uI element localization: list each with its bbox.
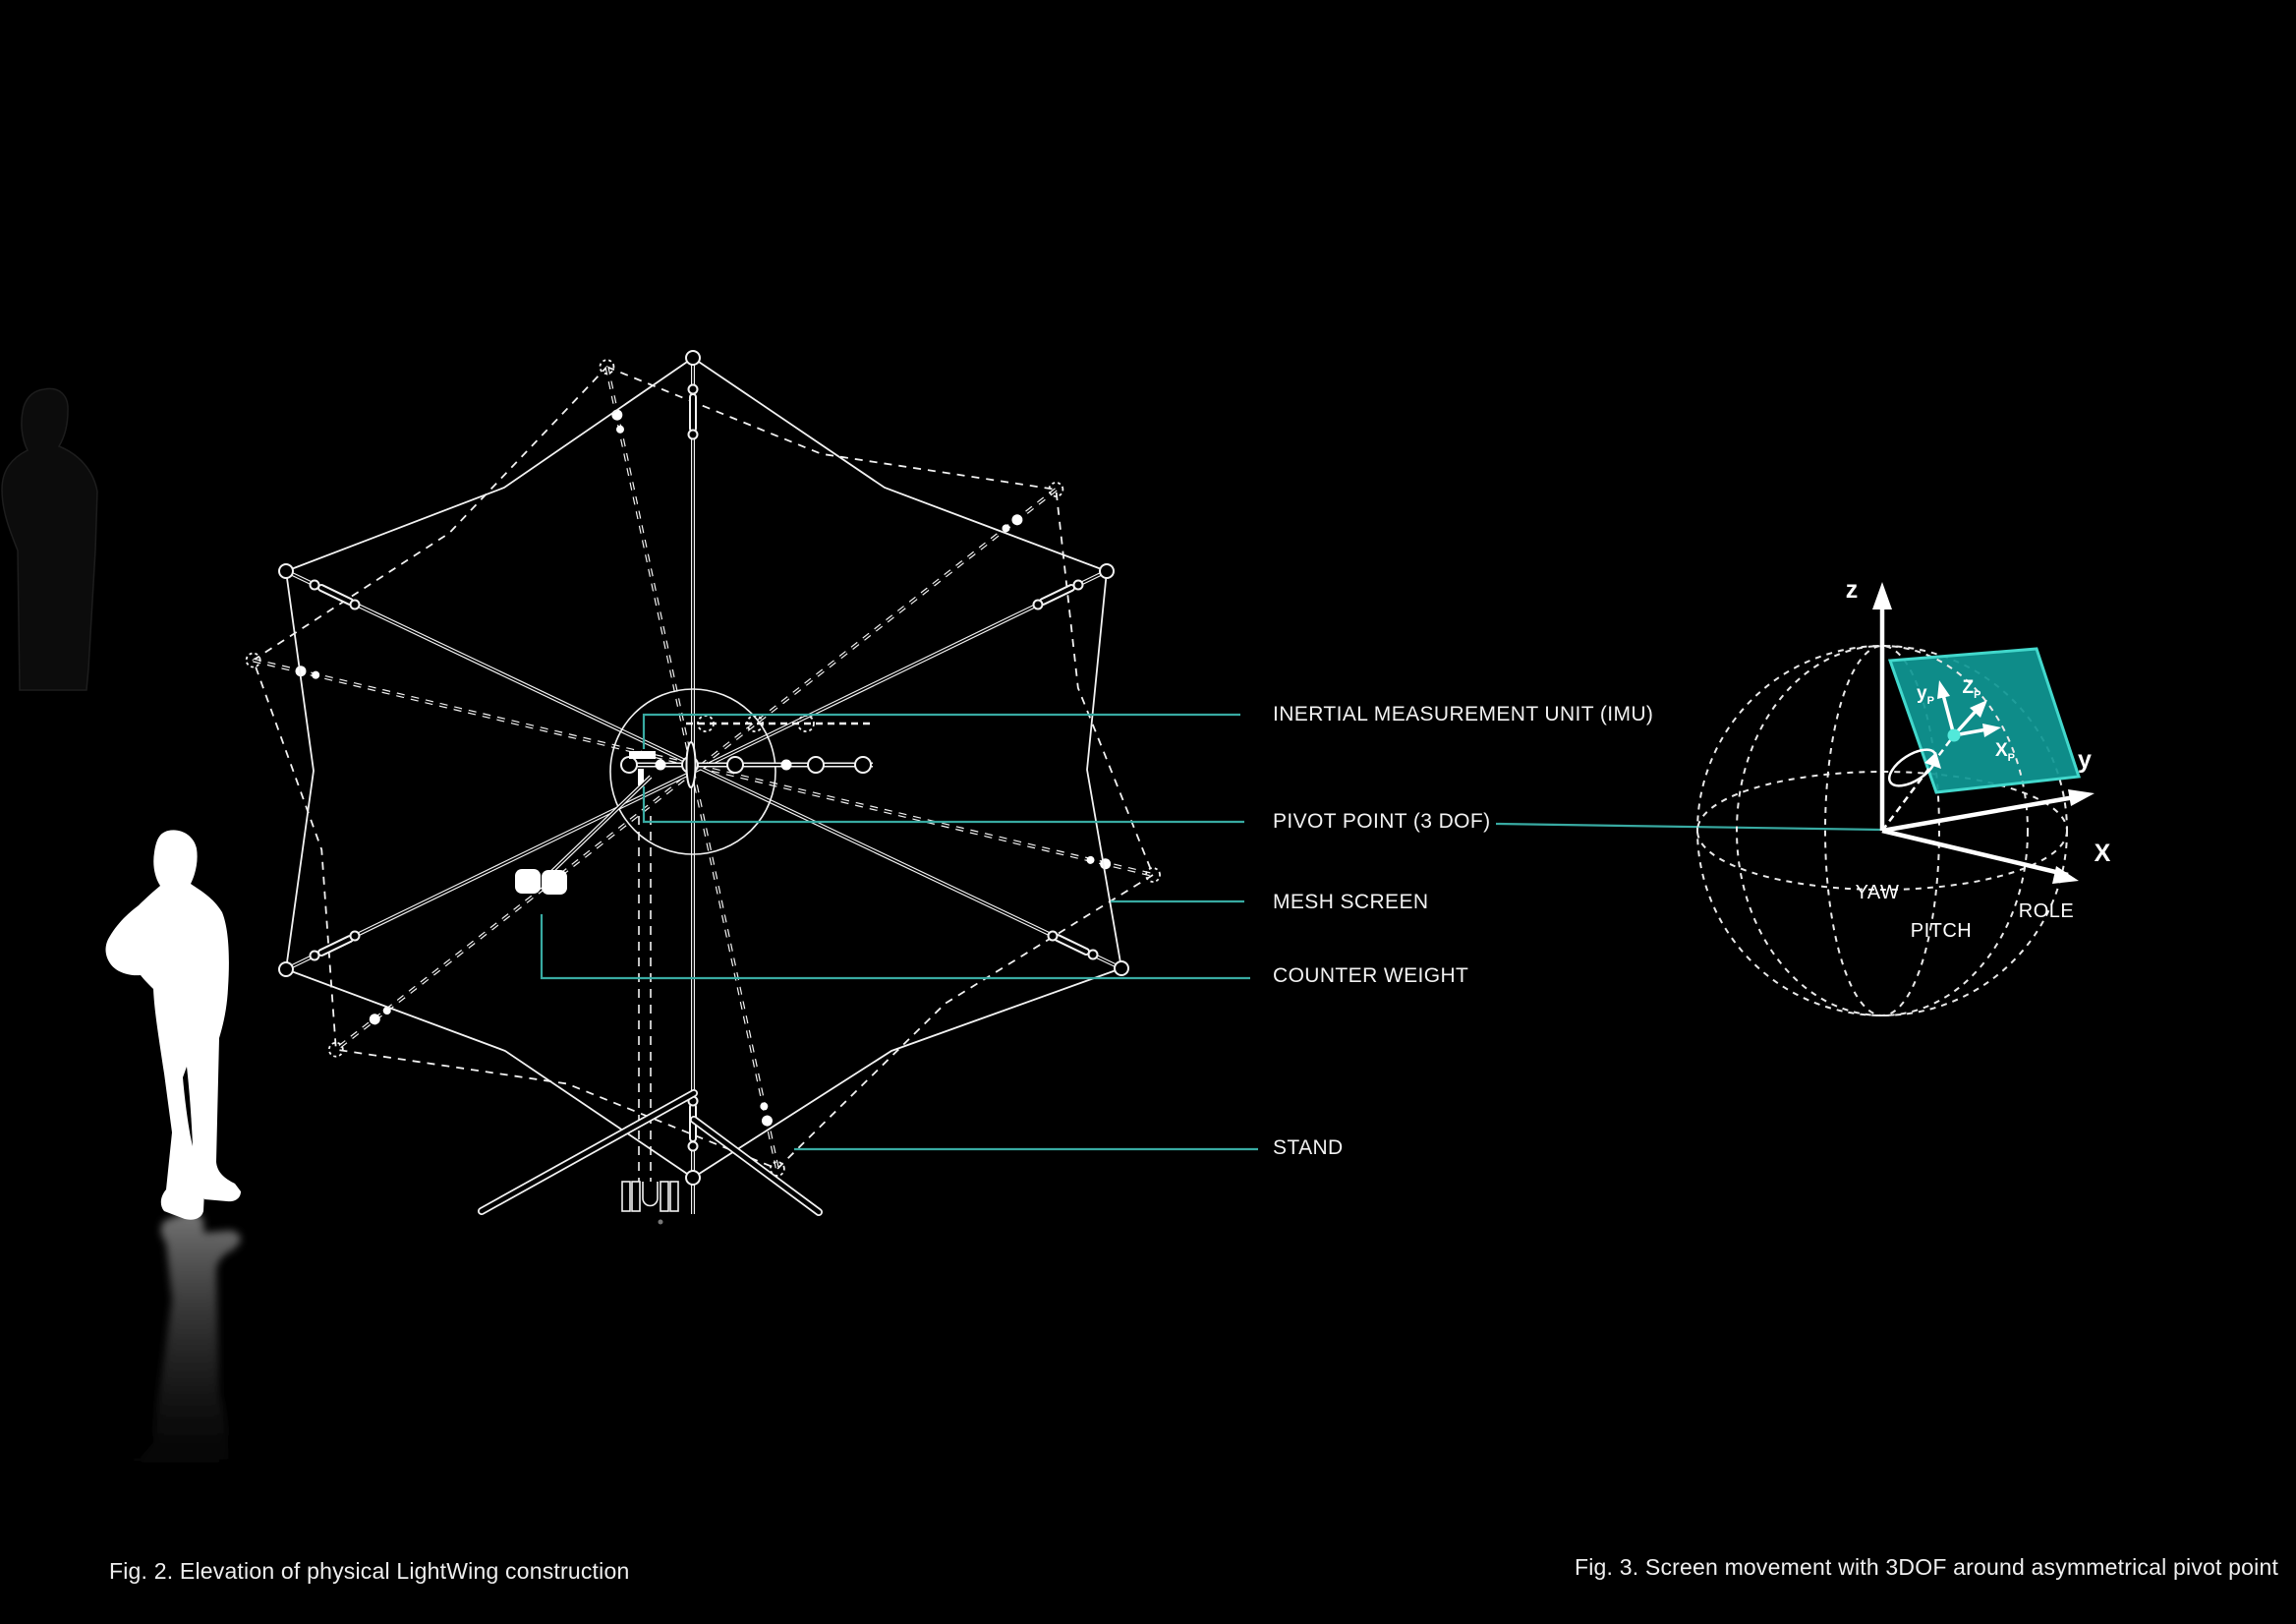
screen-y-axis-label: $y_P$ — [1917, 683, 1934, 707]
screen-quad-fill — [1890, 649, 2079, 792]
scale-person-reflection — [106, 1212, 242, 1601]
x-axis — [1882, 831, 2068, 875]
z-axis-label: z — [1845, 576, 1859, 604]
y-axis — [1882, 795, 2086, 831]
y-axis-label: y — [2078, 746, 2092, 774]
screen-z-axis-label: $Z_P$ — [1962, 677, 1981, 701]
role-label: ROLE — [2018, 900, 2075, 922]
counter-weight-label: COUNTER WEIGHT — [1273, 964, 1469, 987]
stand-label: STAND — [1273, 1136, 1344, 1159]
pivot-point-label: PIVOT POINT (3 DOF) — [1273, 810, 1491, 833]
background-person-silhouette — [2, 388, 97, 690]
callout-leader-lines — [542, 715, 1880, 1149]
coordinate-sphere-diagram — [1697, 582, 2095, 1015]
figure2-caption: Fig. 2. Elevation of physical LightWing construction — [109, 1558, 630, 1584]
counterweight-leader — [542, 914, 1250, 978]
pivot-leader-left — [644, 786, 1244, 822]
yaw-label: YAW — [1855, 882, 1900, 903]
imu-leader — [644, 715, 1240, 749]
lightwing-elevation — [201, 269, 1204, 1261]
screen-x-axis-label: $X_P$ — [1994, 740, 2016, 764]
mesh-screen-label: MESH SCREEN — [1273, 891, 1429, 913]
asymmetrical-pivot-dot — [1948, 729, 1961, 742]
support-rods — [286, 358, 1121, 1214]
counter-weight — [515, 777, 651, 895]
pitch-label: PITCH — [1910, 920, 1973, 942]
figure3-caption: Fig. 3. Screen movement with 3DOF around asymmetrical pivot point — [1575, 1554, 2279, 1580]
imu-label: INERTIAL MEASUREMENT UNIT (IMU) — [1273, 703, 1654, 725]
pivot-leader-right — [1496, 824, 1880, 830]
scale-person-silhouette — [106, 830, 242, 1219]
x-axis-label: X — [2094, 840, 2111, 867]
stand-base-clamp — [622, 1182, 678, 1211]
